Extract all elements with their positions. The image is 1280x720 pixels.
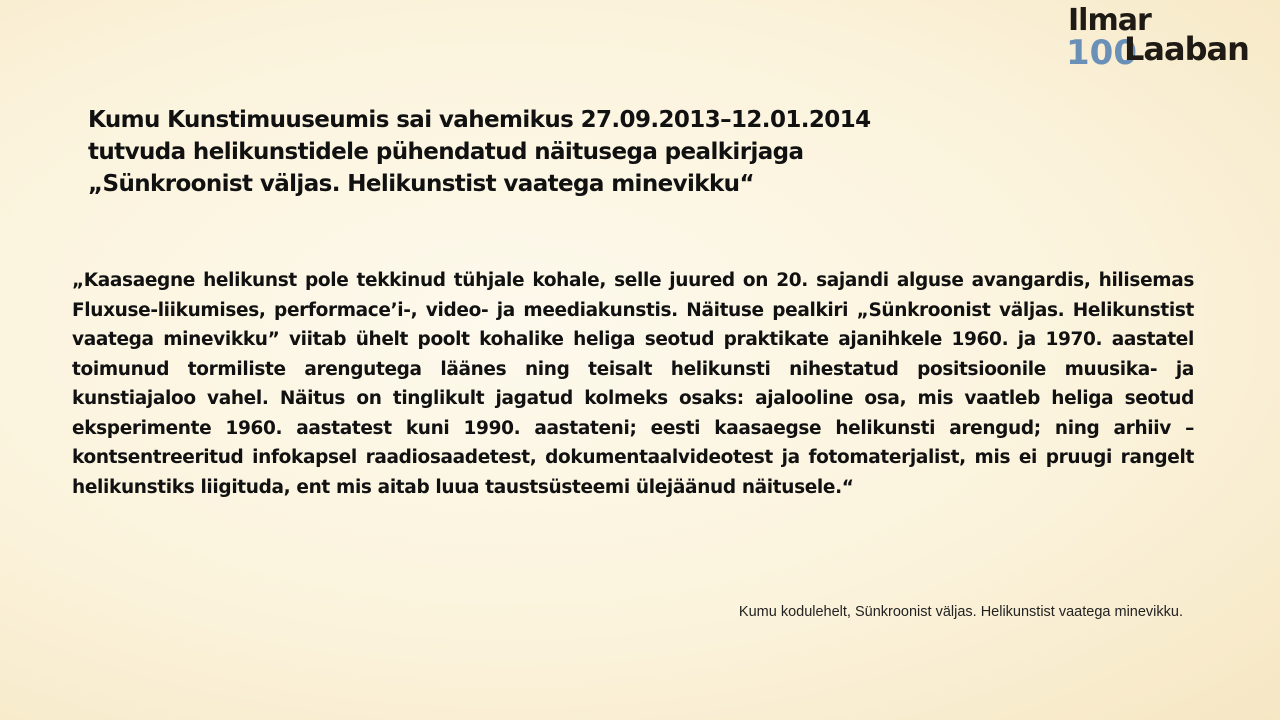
source-citation: Kumu kodulehelt, Sünkroonist väljas. Helikunstist vaatega minevikku. bbox=[738, 604, 1183, 620]
slide-title bbox=[88, 104, 1048, 200]
title-line-2: tutvuda helikunstidele pühendatud näitusega pealkirjaga bbox=[88, 139, 804, 165]
logo-name-top: Ilmar bbox=[1068, 3, 1151, 38]
logo-number: 100 bbox=[1066, 33, 1137, 70]
ilmar-laaban-100-logo bbox=[1062, 0, 1276, 70]
title-line-1: Kumu Kunstimuuseumis sai vahemikus 27.09.2013–12.01.2014 bbox=[88, 107, 871, 133]
logo-name-bottom: Laaban bbox=[1124, 30, 1249, 68]
quote-paragraph: „Kaasaegne helikunst pole tekkinud tühjale kohale, selle juured on 20. sajandi alguse avangardis, hilisemas Fluxuse-liikumises, performace’i-, video- ja meediakunstis. Näituse pealkiri „Sünkroonist väljas. Helikunstist vaatega minevikku” viitab ühelt poolt kohalike heliga seotud praktikate ajanihkele 1960. ja 1970. aastatel toimunud tormiliste arengutega läänes ning teisalt helikunsti nihestatud positsioonile muusika- ja kunstiajaloo vahel. Näitus on tinglikult jagatud kolmeks osaks: ajalooline osa, mis vaatleb heliga seotud eksperimente 1960. aastatest kuni 1990. aastateni; eesti kaasaegse helikunsti arengud; ning arhiiv – kontsentreeritud infokapsel raadiosaadetest, dokumentaalvideotest ja fotomaterjalist, mis ei pruugi rangelt helikunstiks liigituda, ent mis aitab luua taustsüsteemi ülejäänud näitusele.“ bbox=[72, 270, 1194, 498]
title-line-3: „Sünkroonist väljas. Helikunstist vaatega minevikku“ bbox=[88, 171, 754, 197]
